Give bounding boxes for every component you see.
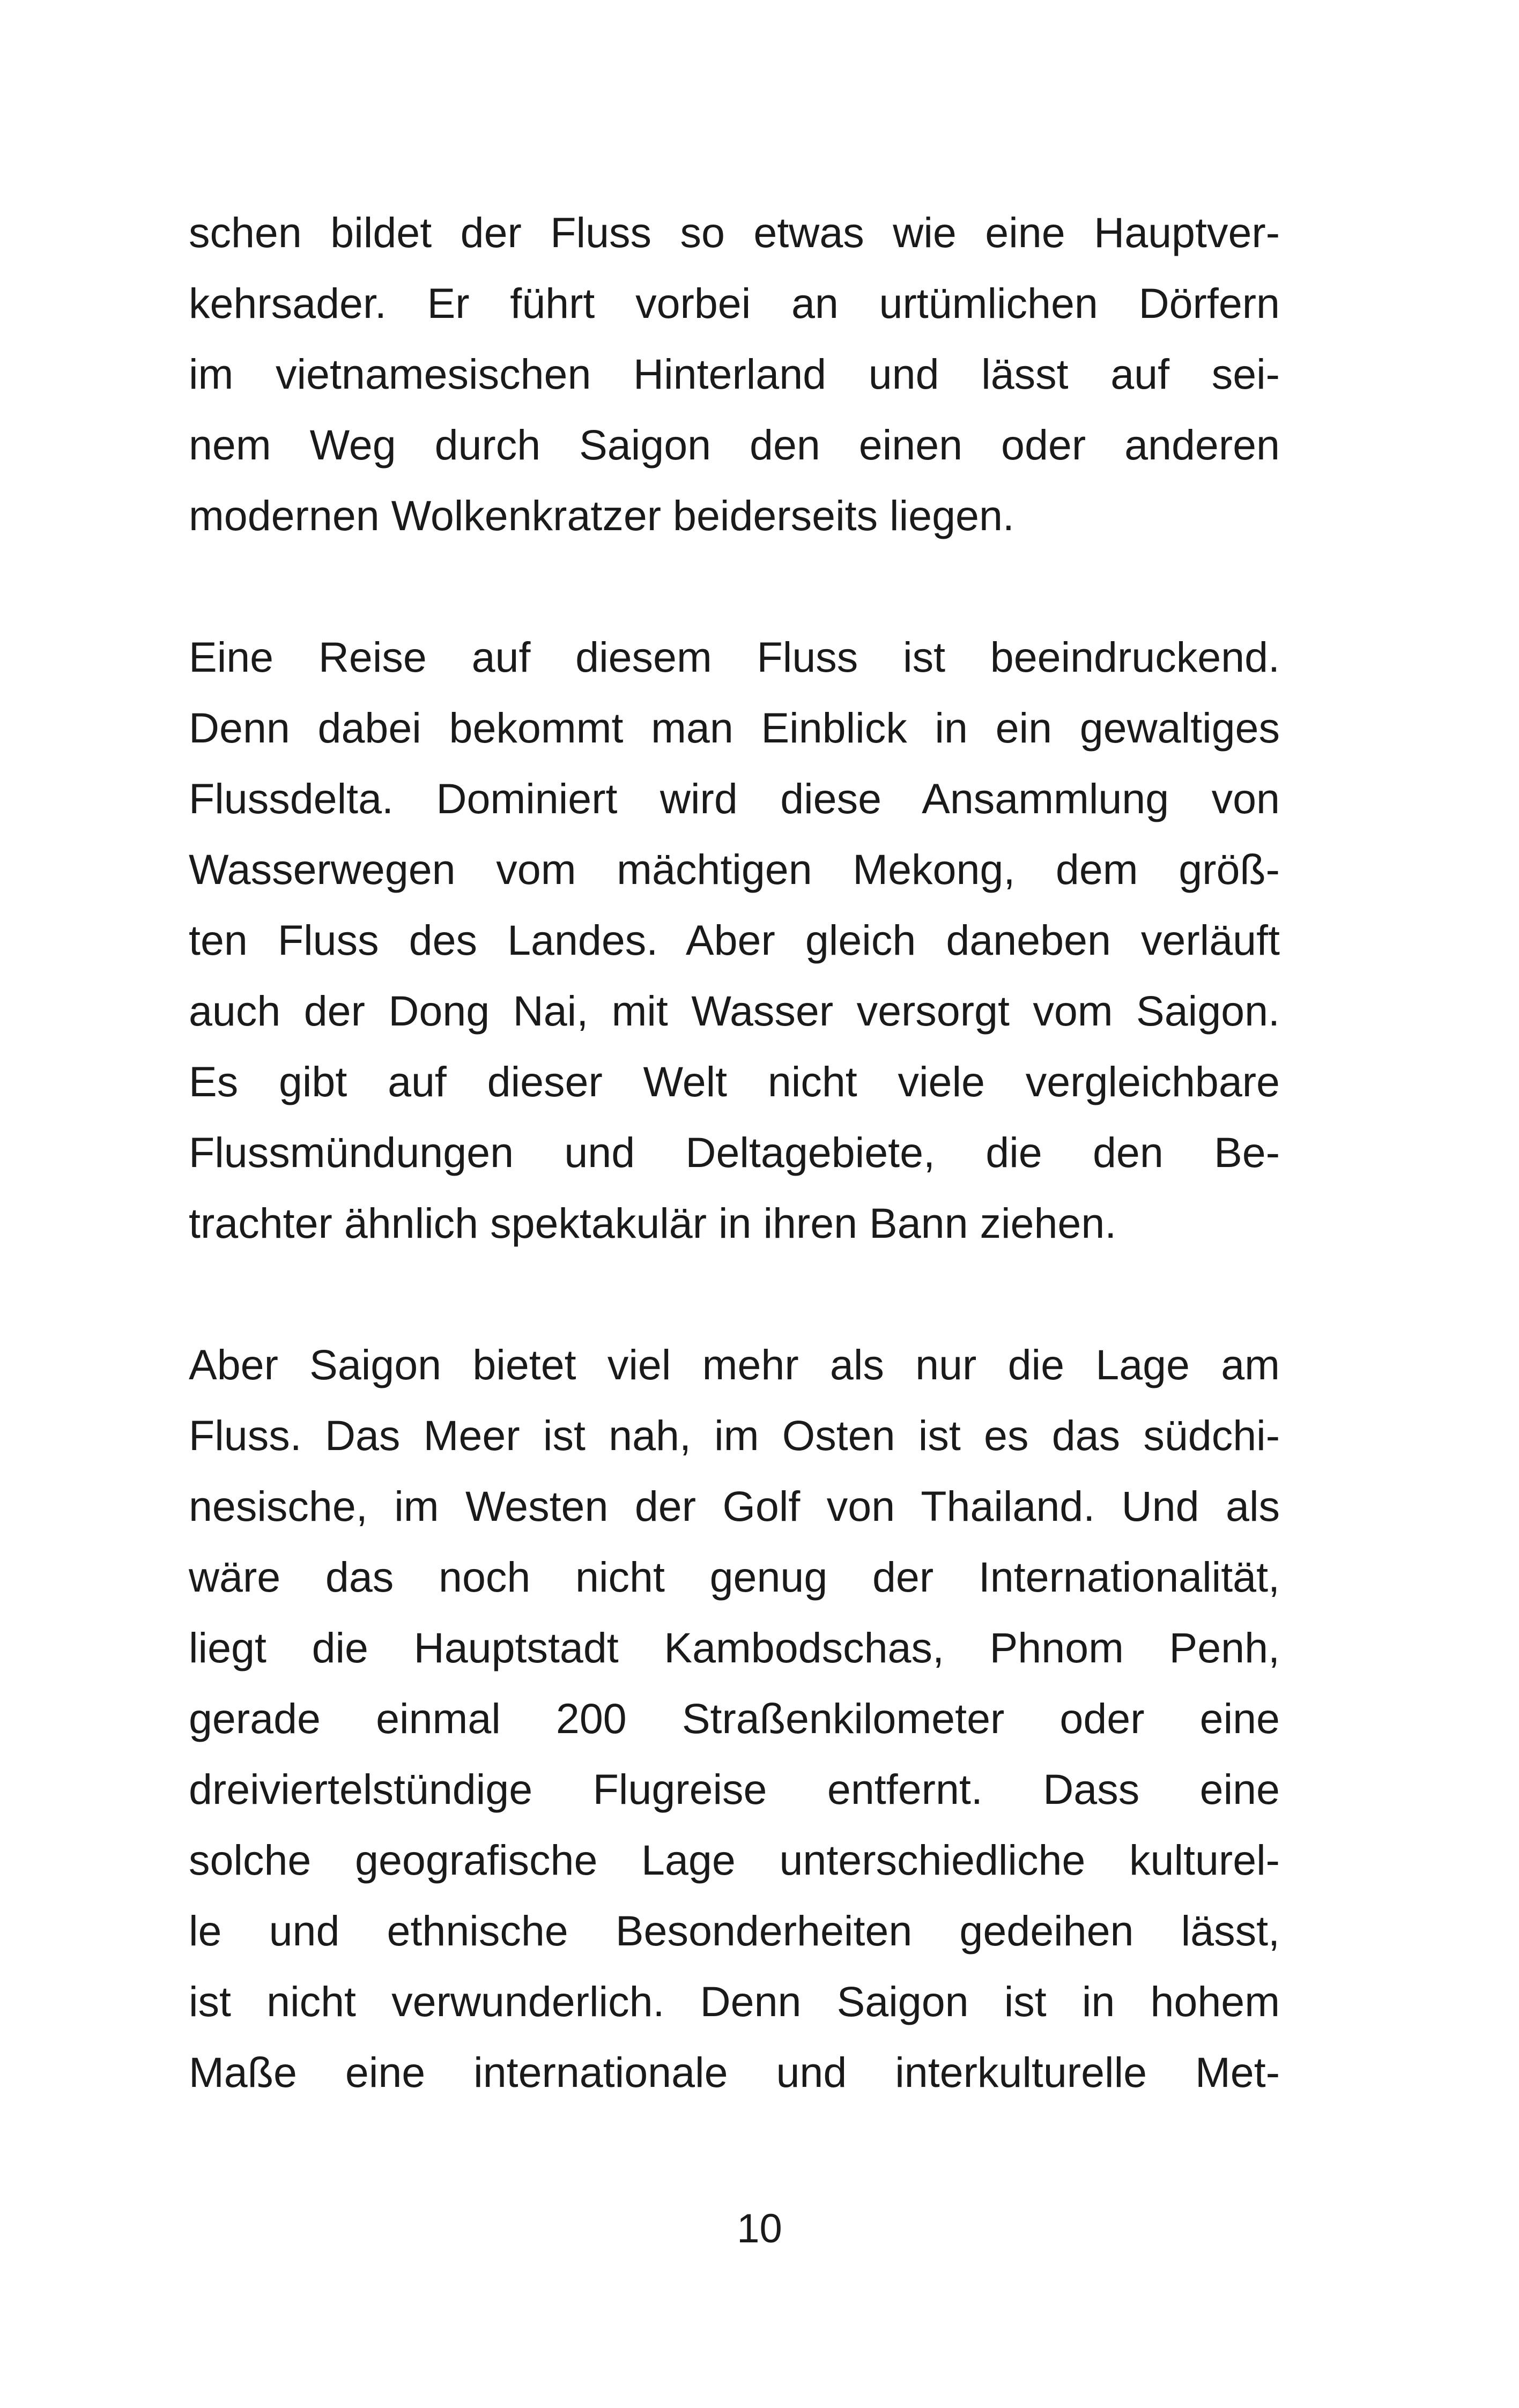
text-line: Wasserwegen vom mächtigen Mekong, dem größ-: [189, 845, 1280, 893]
text-line: Denn dabei bekommt man Einblick in ein gewaltiges: [189, 704, 1280, 752]
text-line: ist nicht verwunderlich. Denn Saigon ist in hohem: [189, 1978, 1280, 2025]
text-line: im vietnamesischen Hinterland und lässt auf sei-: [189, 350, 1280, 398]
text-line: Eine Reise auf diesem Fluss ist beeindruckend.: [189, 633, 1280, 681]
text-line: nem Weg durch Saigon den einen oder anderen: [189, 421, 1280, 469]
paragraph-1: [189, 197, 1280, 551]
text-line: schen bildet der Fluss so etwas wie eine Hauptver-: [189, 209, 1280, 256]
text-line: modernen Wolkenkratzer beiderseits liegen.: [189, 492, 1014, 539]
text-line: Maße eine internationale und interkulturelle Met-: [189, 2048, 1280, 2096]
text-line: dreiviertelstündige Flugreise entfernt. Dass eine: [189, 1765, 1280, 1813]
text-line: Aber Saigon bietet viel mehr als nur die Lage am: [189, 1341, 1280, 1388]
text-line: trachter ähnlich spektakulär in ihren Bann ziehen.: [189, 1199, 1117, 1247]
text-line: le und ethnische Besonderheiten gedeihen lässt,: [189, 1907, 1280, 1954]
text-line: nesische, im Westen der Golf von Thailand. Und als: [189, 1482, 1280, 1530]
text-line: liegt die Hauptstadt Kambodschas, Phnom Penh,: [189, 1624, 1280, 1671]
text-line: kehrsader. Er führt vorbei an urtümlichen Dörfern: [189, 279, 1280, 327]
text-line: gerade einmal 200 Straßenkilometer oder eine: [189, 1694, 1280, 1742]
text-line: Es gibt auf dieser Welt nicht viele vergleichbare: [189, 1058, 1280, 1105]
text-line: Fluss. Das Meer ist nah, im Osten ist es das südchi-: [189, 1411, 1280, 1459]
text-line: auch der Dong Nai, mit Wasser versorgt vom Saigon.: [189, 987, 1280, 1035]
paragraph-2: [189, 622, 1280, 1259]
page-number: 10: [737, 2206, 782, 2251]
text-line: wäre das noch nicht genug der Internationalität,: [189, 1553, 1280, 1601]
text-line: ten Fluss des Landes. Aber gleich daneben verläuft: [189, 916, 1280, 964]
text-line: Flussmündungen und Deltagebiete, die den Be-: [189, 1128, 1280, 1176]
paragraph-3: [189, 1329, 1280, 2108]
text-line: Flussdelta. Dominiert wird diese Ansammlung von: [189, 775, 1280, 822]
text-line: solche geografische Lage unterschiedliche kulturel-: [189, 1836, 1280, 1884]
